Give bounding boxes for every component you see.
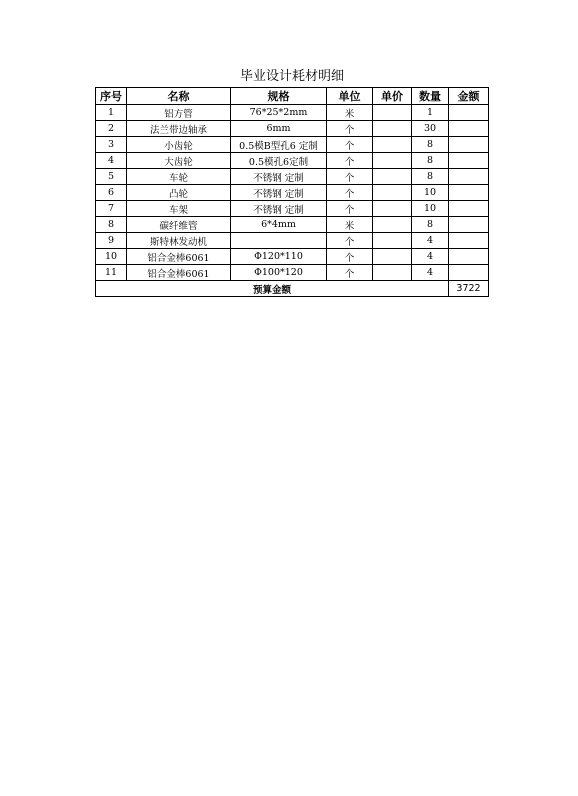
cell-unit: 个 — [327, 137, 373, 153]
cell-spec: 6mm — [231, 121, 327, 137]
total-label: 预算金额 — [96, 281, 449, 297]
cell-unit: 个 — [327, 121, 373, 137]
table-row — [96, 137, 489, 153]
cell-unit-price — [373, 265, 412, 281]
cell-unit: 个 — [327, 265, 373, 281]
cell-unit-price — [373, 201, 412, 217]
cell-name: 铝方管 — [127, 105, 231, 121]
cell-name: 凸轮 — [127, 185, 231, 201]
cell-index: 3 — [96, 137, 127, 153]
cell-amount — [449, 121, 489, 137]
cell-amount — [449, 265, 489, 281]
table-row — [96, 185, 489, 201]
cell-name: 铝合金棒6061 — [127, 265, 231, 281]
cell-quantity: 30 — [412, 121, 449, 137]
cell-unit: 个 — [327, 169, 373, 185]
cell-name: 车轮 — [127, 169, 231, 185]
cell-spec: 6*4mm — [231, 217, 327, 233]
cell-amount — [449, 249, 489, 265]
header-name: 名称 — [127, 88, 231, 105]
cell-spec: 0.5模孔6定制 — [231, 153, 327, 169]
table-row — [96, 265, 489, 281]
cell-amount — [449, 169, 489, 185]
cell-unit-price — [373, 217, 412, 233]
cell-unit-price — [373, 121, 412, 137]
cell-index: 11 — [96, 265, 127, 281]
cell-spec — [231, 233, 327, 249]
cell-amount — [449, 153, 489, 169]
table-row — [96, 201, 489, 217]
cell-quantity: 1 — [412, 105, 449, 121]
cell-spec: 不锈钢 定制 — [231, 169, 327, 185]
cell-name: 碳纤维管 — [127, 217, 231, 233]
cell-spec: 76*25*2mm — [231, 105, 327, 121]
materials-table — [95, 87, 489, 297]
cell-unit: 个 — [327, 185, 373, 201]
table-row — [96, 153, 489, 169]
header-quantity: 数量 — [412, 88, 449, 105]
cell-unit-price — [373, 249, 412, 265]
table-row — [96, 249, 489, 265]
cell-name: 法兰带边轴承 — [127, 121, 231, 137]
header-amount: 金额 — [449, 88, 489, 105]
cell-quantity: 4 — [412, 249, 449, 265]
cell-unit-price — [373, 233, 412, 249]
total-value: 3722 — [449, 281, 489, 297]
cell-quantity: 8 — [412, 153, 449, 169]
cell-index: 7 — [96, 201, 127, 217]
cell-name: 铝合金棒6061 — [127, 249, 231, 265]
table-row — [96, 105, 489, 121]
cell-unit: 个 — [327, 233, 373, 249]
cell-index: 4 — [96, 153, 127, 169]
cell-amount — [449, 137, 489, 153]
cell-spec: Φ120*110 — [231, 249, 327, 265]
cell-quantity: 8 — [412, 217, 449, 233]
cell-unit-price — [373, 153, 412, 169]
cell-unit-price — [373, 169, 412, 185]
table-row — [96, 169, 489, 185]
table-header-row — [96, 88, 489, 105]
header-unit: 单位 — [327, 88, 373, 105]
cell-unit: 个 — [327, 249, 373, 265]
cell-unit: 米 — [327, 105, 373, 121]
cell-name: 斯特林发动机 — [127, 233, 231, 249]
cell-quantity: 4 — [412, 265, 449, 281]
table-row — [96, 121, 489, 137]
cell-name: 车架 — [127, 201, 231, 217]
cell-quantity: 10 — [412, 201, 449, 217]
cell-amount — [449, 105, 489, 121]
cell-unit: 个 — [327, 153, 373, 169]
table-row — [96, 217, 489, 233]
cell-quantity: 4 — [412, 233, 449, 249]
table-row — [96, 233, 489, 249]
cell-quantity: 10 — [412, 185, 449, 201]
cell-name: 小齿轮 — [127, 137, 231, 153]
cell-amount — [449, 217, 489, 233]
cell-name: 大齿轮 — [127, 153, 231, 169]
cell-unit-price — [373, 105, 412, 121]
cell-spec: Φ100*120 — [231, 265, 327, 281]
cell-quantity: 8 — [412, 169, 449, 185]
cell-unit-price — [373, 185, 412, 201]
cell-spec: 0.5模B型孔6 定制 — [231, 137, 327, 153]
cell-spec: 不锈钢 定制 — [231, 201, 327, 217]
cell-amount — [449, 233, 489, 249]
header-spec: 规格 — [231, 88, 327, 105]
cell-amount — [449, 201, 489, 217]
cell-spec: 不锈钢 定制 — [231, 185, 327, 201]
cell-index: 9 — [96, 233, 127, 249]
header-index: 序号 — [96, 88, 127, 105]
cell-index: 2 — [96, 121, 127, 137]
total-row — [96, 281, 489, 297]
page-title: 毕业设计耗材明细 — [239, 69, 344, 84]
cell-index: 5 — [96, 169, 127, 185]
cell-index: 6 — [96, 185, 127, 201]
cell-unit: 个 — [327, 201, 373, 217]
cell-quantity: 8 — [412, 137, 449, 153]
cell-amount — [449, 185, 489, 201]
cell-unit: 米 — [327, 217, 373, 233]
cell-index: 1 — [96, 105, 127, 121]
cell-index: 10 — [96, 249, 127, 265]
cell-unit-price — [373, 137, 412, 153]
header-unit-price: 单价 — [373, 88, 412, 105]
cell-index: 8 — [96, 217, 127, 233]
